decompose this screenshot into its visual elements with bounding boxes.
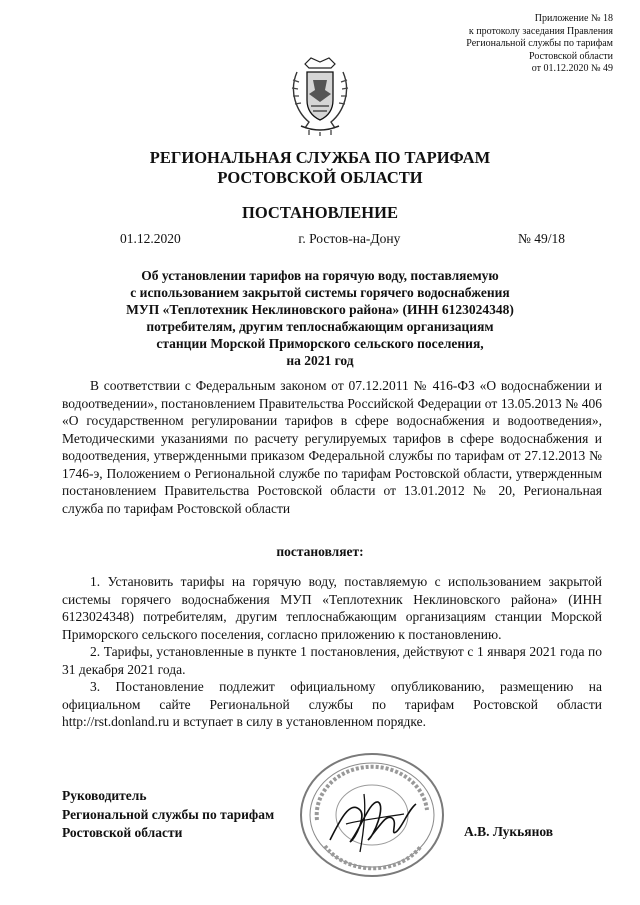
resolution-point: 1. Установить тарифы на горячую воду, поставляемую с использованием закрытой системы горячего водоснабжения МУП «Теплотехник Неклиновского района» (ИНН 6123024348) потребителям, другим теплоснабжающим организациям станции Морской Приморского сельского поселения, согласно приложению к постановлению.	[62, 574, 602, 642]
signatory-position-line: Региональной службы по тарифам	[62, 806, 275, 822]
signatory-position-line: Руководитель	[62, 788, 147, 803]
preamble-paragraph: В соответствии с Федеральным законом от 07.12.2011 № 416-ФЗ «О водоснабжении и водоотведении», постановлением Правительства Российской Федерации от 13.05.2013 № 406 «О государственном регулировании тарифов в сфере водоснабжения и водоотведения», Методическими указаниями по расчету регулируемых тарифов в сфере водоснабжения и водоотведения, утвержденными приказом Федеральной службы по тарифам от 27.12.2013 № 1746-э, Положением о Региональной службе по тарифам Ростовской области, утвержденным постановлением Правительства Ростовской области от 13.01.2012 № 20, Региональная служба по тарифам Ростовской области	[62, 378, 602, 516]
subject-line: станции Морской Приморского сельского поселения,	[156, 336, 484, 351]
signatory-position-line: Ростовской области	[62, 825, 183, 840]
appendix-line: Ростовской области	[529, 50, 613, 62]
resolution-point: 2. Тарифы, установленные в пункте 1 постановления, действуют с 1 января 2021 года по 31 декабря 2021 года.	[62, 644, 602, 677]
coat-of-arms-icon	[287, 56, 353, 136]
document-subject	[60, 267, 580, 369]
subject-line: МУП «Теплотехник Неклиновского района» (ИНН 6123024348)	[126, 302, 514, 317]
appendix-line: Региональной службы по тарифам	[466, 38, 613, 50]
subject-line: на 2021 год	[286, 353, 354, 368]
appendix-line: от 01.12.2020 № 49	[531, 63, 613, 75]
appendix-line: к протоколу заседания Правления	[468, 25, 613, 37]
document-place: г. Ростов-на-Дону	[298, 231, 401, 246]
resolution-points	[62, 573, 602, 731]
subject-line: с использованием закрытой системы горячего водоснабжения	[130, 285, 510, 300]
subject-line: потребителям, другим теплоснабжающим организациям	[146, 319, 494, 334]
document-type: ПОСТАНОВЛЕНИЕ	[242, 203, 398, 222]
resolution-point: 3. Постановление подлежит официальному опубликованию, размещению на официальном сайте Региональной службы по тарифам Ростовской области http://rst.donland.ru и вступает в силу в установленном порядке.	[62, 679, 602, 729]
signature-icon	[320, 780, 430, 860]
organization-title-line: РЕГИОНАЛЬНАЯ СЛУЖБА ПО ТАРИФАМ	[149, 148, 491, 167]
appendix-note	[466, 13, 613, 76]
organization-title	[0, 148, 640, 188]
decrees-heading: постановляет:	[276, 544, 364, 559]
signatory-name: А.В. Лукьянов	[464, 824, 554, 839]
subject-line: Об установлении тарифов на горячую воду, поставляемую	[141, 268, 499, 283]
signatory-position	[62, 787, 274, 843]
document-number: № 49/18	[517, 231, 565, 246]
organization-title-line: РОСТОВСКОЙ ОБЛАСТИ	[217, 168, 423, 187]
document-date: 01.12.2020	[120, 231, 181, 246]
document-meta	[120, 231, 565, 247]
appendix-line: Приложение № 18	[534, 13, 613, 24]
